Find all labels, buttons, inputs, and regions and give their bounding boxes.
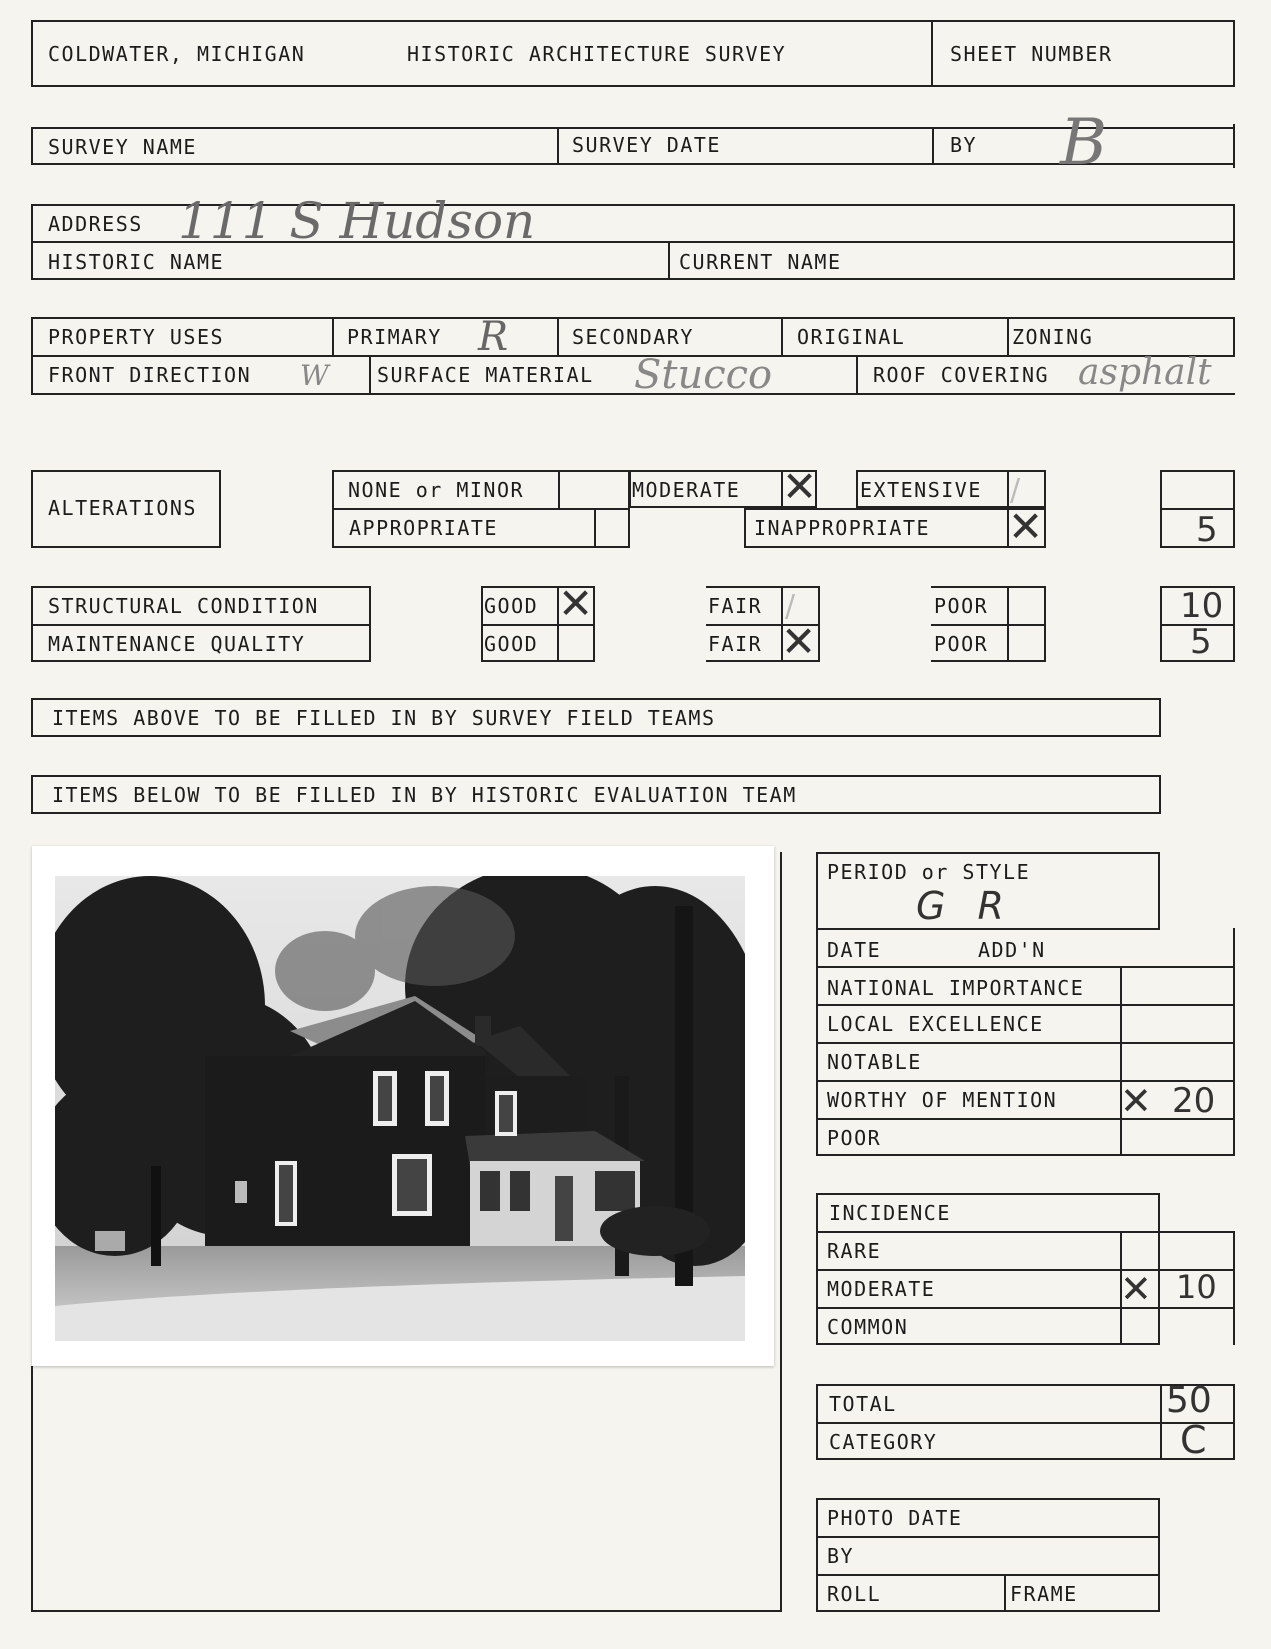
category-value: C — [1180, 1418, 1207, 1462]
property-uses-label: PROPERTY USES — [48, 325, 225, 349]
survey-date-label[interactable]: SURVEY DATE — [572, 133, 721, 157]
photo-panel-bottom-edge — [31, 1610, 782, 1612]
local-excellence-label[interactable]: LOCAL EXCELLENCE — [827, 1012, 1044, 1036]
poor-structural-label[interactable]: POOR — [934, 594, 989, 618]
survey-right-edge — [1233, 124, 1235, 168]
incidence-moderate-score: 10 — [1176, 1268, 1217, 1306]
rare-label[interactable]: RARE — [827, 1239, 882, 1263]
photo-panel-left-edge — [31, 1366, 33, 1612]
good-maintenance-label[interactable]: GOOD — [484, 632, 539, 656]
ratings-row-divider-1 — [816, 1004, 1235, 1006]
incidence-row-divider-1 — [816, 1231, 1235, 1233]
above-note-right-edge — [1159, 698, 1161, 737]
address-name-divider — [668, 241, 670, 280]
total-label: TOTAL — [829, 1392, 897, 1416]
ratings-box-left-top — [816, 928, 818, 966]
fair-maintenance-check-mark[interactable]: ✕ — [781, 617, 817, 666]
national-importance-label[interactable]: NATIONAL IMPORTANCE — [827, 976, 1085, 1000]
extensive-label[interactable]: EXTENSIVE — [860, 478, 982, 502]
structural-condition-label: STRUCTURAL CONDITION — [48, 594, 319, 618]
extensive-faint-mark[interactable]: / — [1010, 473, 1021, 508]
ratings-row-divider-2 — [816, 1042, 1235, 1044]
incidence-moderate-label[interactable]: MODERATE — [827, 1277, 936, 1301]
front-direction-value: W — [300, 359, 329, 392]
inappropriate-check-mark[interactable]: ✕ — [1008, 502, 1044, 551]
worthy-check-mark[interactable]: ✕ — [1120, 1079, 1152, 1123]
incidence-right-edge — [1233, 1231, 1235, 1345]
surface-material-label[interactable]: SURFACE MATERIAL — [377, 363, 594, 387]
poor-maintenance-label[interactable]: POOR — [934, 632, 989, 656]
roof-covering-value: asphalt — [1078, 352, 1212, 393]
below-note-right-edge — [1159, 775, 1161, 814]
period-value: G R — [916, 884, 1014, 928]
incidence-row-divider-2 — [816, 1269, 1235, 1271]
totals-score-column — [1160, 1384, 1162, 1460]
common-label[interactable]: COMMON — [827, 1315, 909, 1339]
worthy-of-mention-label[interactable]: WORTHY OF MENTION — [827, 1088, 1058, 1112]
none-minor-label[interactable]: NONE or MINOR — [348, 478, 525, 502]
header-title: HISTORIC ARCHITECTURE SURVEY — [407, 42, 787, 66]
moderate-label[interactable]: MODERATE — [632, 478, 741, 502]
survey-divider-1 — [557, 127, 559, 165]
ratings-right-edge-top — [1233, 966, 1235, 1156]
survey-by-value: B — [1060, 106, 1108, 180]
incidence-moderate-check-mark[interactable]: ✕ — [1120, 1267, 1152, 1311]
front-direction-label[interactable]: FRONT DIRECTION — [48, 363, 252, 387]
incidence-row-divider-3 — [816, 1307, 1235, 1309]
good-structural-check-mark[interactable]: ✕ — [558, 579, 594, 628]
date-row-bottom — [816, 966, 1235, 968]
poor-divider — [931, 624, 1046, 626]
property-divider-6 — [856, 355, 858, 395]
house-photo — [55, 876, 745, 1341]
addn-label[interactable]: ADD'N — [978, 938, 1046, 962]
total-value: 50 — [1166, 1380, 1212, 1421]
above-note: ITEMS ABOVE TO BE FILLED IN BY SURVEY FIELD TEAMS — [52, 706, 716, 730]
good-structural-label[interactable]: GOOD — [484, 594, 539, 618]
photo-by-label[interactable]: BY — [827, 1544, 855, 1568]
property-divider-2 — [557, 317, 559, 355]
totals-row-divider — [816, 1422, 1235, 1424]
appropriate-label[interactable]: APPROPRIATE — [349, 516, 498, 540]
moderate-check-mark[interactable]: ✕ — [782, 462, 818, 511]
primary-label[interactable]: PRIMARY — [347, 325, 442, 349]
header-divider — [931, 20, 933, 87]
category-label: CATEGORY — [829, 1430, 938, 1454]
fair-structural-faint-mark[interactable]: / — [785, 589, 796, 624]
worthy-score: 20 — [1172, 1081, 1216, 1121]
sheet-number-label: SHEET NUMBER — [950, 42, 1113, 66]
surface-material-value: Stucco — [634, 352, 773, 398]
property-divider-4 — [1007, 317, 1009, 355]
primary-value: R — [478, 314, 509, 360]
inappropriate-label[interactable]: INAPPROPRIATE — [754, 516, 931, 540]
incidence-label: INCIDENCE — [829, 1201, 951, 1225]
photo-panel-right-edge — [780, 852, 782, 1612]
original-label[interactable]: ORIGINAL — [797, 325, 906, 349]
alterations-score: 5 — [1196, 510, 1218, 550]
header-city: COLDWATER, MICHIGAN — [48, 42, 306, 66]
property-divider-1 — [332, 317, 334, 355]
survey-divider-2 — [932, 127, 934, 165]
secondary-label[interactable]: SECONDARY — [572, 325, 694, 349]
frame-label[interactable]: FRAME — [1010, 1582, 1078, 1606]
none-minor-checkbox-edge — [558, 470, 560, 508]
property-row-divider — [31, 355, 1235, 357]
address-label[interactable]: ADDRESS — [48, 212, 143, 236]
alterations-left-divider — [332, 508, 630, 510]
property-divider-5 — [369, 355, 371, 395]
condition-label-divider — [31, 624, 371, 626]
photo-info-divider-1 — [816, 1536, 1160, 1538]
property-divider-3 — [781, 317, 783, 355]
roof-covering-label[interactable]: ROOF COVERING — [873, 363, 1050, 387]
alterations-label: ALTERATIONS — [48, 496, 197, 520]
address-value: 111 S Hudson — [178, 192, 536, 250]
photo-info-roll-divider — [1004, 1574, 1006, 1612]
property-right-edge — [1233, 317, 1235, 357]
photo-info-divider-2 — [816, 1574, 1160, 1576]
maintenance-score: 5 — [1190, 622, 1212, 662]
date-label[interactable]: DATE — [827, 938, 882, 962]
structural-score: 10 — [1180, 586, 1224, 626]
period-label: PERIOD or STYLE — [827, 860, 1031, 884]
historic-name-label[interactable]: HISTORIC NAME — [48, 250, 225, 274]
fair-maintenance-label[interactable]: FAIR — [708, 632, 763, 656]
below-note: ITEMS BELOW TO BE FILLED IN BY HISTORIC EVALUATION TEAM — [52, 783, 797, 807]
zoning-label[interactable]: ZONING — [1012, 325, 1094, 349]
survey-by-label[interactable]: BY — [950, 133, 978, 157]
evaluation-poor-label[interactable]: POOR — [827, 1126, 882, 1150]
fair-structural-label[interactable]: FAIR — [708, 594, 763, 618]
photo-date-label[interactable]: PHOTO DATE — [827, 1506, 963, 1530]
maintenance-quality-label: MAINTENANCE QUALITY — [48, 632, 306, 656]
ratings-score-column — [1120, 966, 1122, 1156]
roll-label[interactable]: ROLL — [827, 1582, 882, 1606]
poor-checkbox-edge — [1007, 586, 1009, 662]
notable-label[interactable]: NOTABLE — [827, 1050, 922, 1074]
survey-name-label[interactable]: SURVEY NAME — [48, 135, 197, 159]
current-name-label[interactable]: CURRENT NAME — [679, 250, 842, 274]
appropriate-checkbox-edge — [594, 508, 596, 548]
